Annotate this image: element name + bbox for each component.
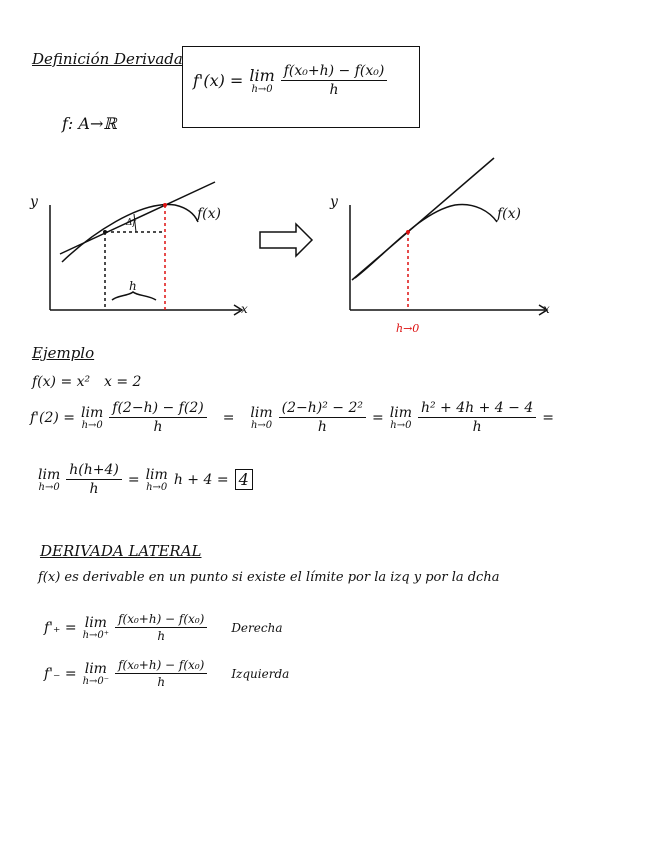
equals-sign: = [222,409,235,426]
fraction-denominator: h [317,419,327,435]
definition-box [182,46,420,128]
right-y-label: y [330,194,338,210]
left-point-b [163,203,167,207]
equals-sign: = [542,409,554,426]
lim-word: lim [145,466,168,483]
fraction-denominator: h [157,629,166,643]
fraction-numerator: h² + 4h + 4 − 4 [418,400,536,418]
lim-subscript: h→0⁺ [82,629,110,641]
example-line2-expr: h + 4 = [173,471,229,488]
example-lim-4 [38,467,60,493]
fraction-denominator: h [153,419,163,435]
left-h-label: h [129,279,137,293]
left-y-label: y [30,194,38,210]
left-secant-line [60,182,215,254]
lim-word: lim [250,404,273,421]
lateral-statement: f(x) es derivable en un punto si existe el límite por la izq y por la dcha [38,570,500,585]
lateral-right-fraction [115,612,207,643]
lim-subscript: h→0 [38,481,60,493]
left-curve [62,205,198,262]
example-line-2 [38,462,253,497]
lim-subscript: h→0 [251,84,273,95]
lateral-left-fraction [115,658,207,689]
lim-word: lim [84,614,107,631]
lim-subscript: h→0 [390,419,412,431]
lateral-right-formula [44,612,282,643]
fraction-numerator: f(2−h) − f(2) [109,400,206,418]
example-line1-lhs: f'(2) = [30,409,76,426]
right-curve-label: f(x) [497,206,522,222]
definition-formula [193,63,387,98]
lateral-title: DERIVADA LATERAL [40,542,202,560]
example-fraction-3 [418,400,536,435]
definition-lhs: f'(x) = [193,71,244,90]
definition-fraction [281,63,388,98]
lim-subscript: h→0⁻ [82,675,110,687]
example-fraction-4 [66,462,122,497]
example-given-x: x = 2 [104,374,142,390]
right-point [406,230,410,234]
equals-sign: = [127,471,140,488]
example-given-f: f(x) = x² [32,374,91,390]
example-lim-2 [250,405,272,431]
right-limit-label: h→0 [396,322,420,335]
lim-word: lim [389,404,412,421]
lim-subscript: h→0 [250,419,273,431]
lim-word: lim [84,660,107,677]
lateral-left-lhs: f'₋ = [44,665,77,682]
lateral-right-lim [83,615,109,641]
lim-subscript: h→0 [81,419,103,431]
right-curve [355,204,497,278]
example-title: Ejemplo [32,344,95,362]
left-point-a [103,230,107,234]
domain-map: f: A→ℝ [62,114,117,133]
example-lim-5 [146,467,168,493]
fraction-numerator: f(x₀+h) − f(x₀) [115,612,207,628]
lateral-right-name: Derecha [231,620,283,635]
fraction-numerator: f(x₀+h) − f(x₀) [115,658,207,674]
definition-lim [249,66,274,95]
fraction-denominator: h [157,675,166,689]
lateral-left-formula [44,658,289,689]
fraction-numerator: (2−h)² − 2² [279,400,366,418]
lim-word: lim [38,466,61,483]
fraction-denominator: h [89,481,99,497]
example-lim-1 [81,405,103,431]
lateral-right-lhs: f'₊ = [44,619,77,636]
example-lim-3 [390,405,412,431]
right-tangent-line [352,158,494,280]
lateral-left-lim [83,661,109,687]
fraction-numerator: f(x₀+h) − f(x₀) [281,63,388,81]
lim-subscript: h→0 [146,481,168,493]
example-result-box: 4 [235,469,253,490]
fraction-numerator: h(h+4) [66,462,122,480]
lim-word: lim [81,404,104,421]
left-curve-label: f(x) [197,206,222,222]
left-delta-label: Δf [126,218,136,228]
fraction-denominator: h [472,419,482,435]
left-h-brace [112,292,156,300]
right-x-label: x [543,302,550,316]
equals-sign: = [372,409,384,426]
left-x-label: x [241,302,248,316]
example-fraction-1 [109,400,206,435]
lim-word: lim [249,66,275,85]
example-fraction-2 [279,400,366,435]
example-line-1 [30,400,554,435]
fraction-denominator: h [329,82,339,98]
lateral-left-name: Izquierda [231,666,290,681]
definition-title: Definición Derivada [32,50,183,68]
